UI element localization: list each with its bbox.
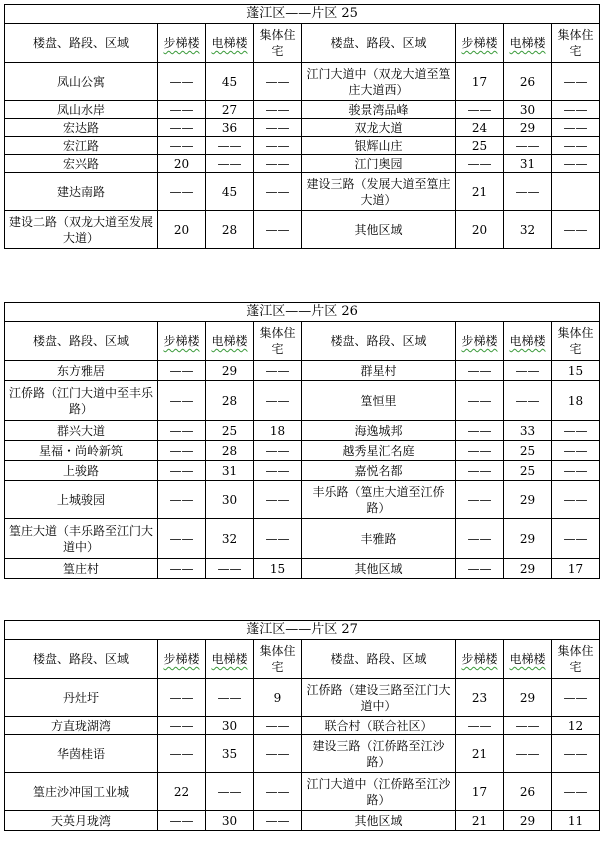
elevator-cell: 36 — [206, 119, 254, 137]
col-elevator: 电梯楼 — [206, 640, 254, 679]
zone-26-table — [4, 302, 600, 579]
stair-cell: 17 — [456, 773, 504, 811]
elevator-cell: 32 — [504, 211, 552, 249]
stair-cell: —— — [158, 811, 206, 831]
table-row — [5, 441, 600, 461]
collective-cell: —— — [552, 735, 600, 773]
name-cell: 丰乐路（篁庄大道至江侨路） — [302, 481, 456, 519]
elevator-cell: 29 — [504, 679, 552, 717]
col-collective: 集体住宅 — [552, 24, 600, 63]
collective-cell: —— — [254, 717, 302, 735]
elevator-cell: 29 — [504, 481, 552, 519]
collective-cell: —— — [552, 441, 600, 461]
collective-cell: —— — [552, 137, 600, 155]
table-row — [5, 735, 600, 773]
stair-cell: 20 — [158, 211, 206, 249]
name-cell: 海逸城邦 — [302, 421, 456, 441]
stair-cell: —— — [158, 679, 206, 717]
stair-cell: —— — [158, 735, 206, 773]
elevator-cell: —— — [206, 137, 254, 155]
name-cell: 华茵桂语 — [5, 735, 158, 773]
stair-cell: —— — [158, 63, 206, 101]
table-row — [5, 381, 600, 421]
col-name: 楼盘、路段、区域 — [302, 640, 456, 679]
stair-cell: —— — [158, 381, 206, 421]
stair-cell: —— — [456, 101, 504, 119]
collective-cell: —— — [552, 119, 600, 137]
col-stair: 步梯楼 — [158, 24, 206, 63]
stair-cell: 21 — [456, 735, 504, 773]
elevator-cell: 30 — [206, 717, 254, 735]
elevator-cell: 29 — [504, 519, 552, 559]
name-cell: 东方雅居 — [5, 361, 158, 381]
table-row — [5, 773, 600, 811]
stair-cell: —— — [456, 519, 504, 559]
elevator-cell: 25 — [504, 441, 552, 461]
name-cell: 骏景湾品峰 — [302, 101, 456, 119]
table-row — [5, 63, 600, 101]
collective-cell: —— — [254, 773, 302, 811]
name-cell: 建设三路（发展大道至篁庄大道） — [302, 173, 456, 211]
name-cell: 篁庄村 — [5, 559, 158, 579]
header-row — [5, 640, 600, 679]
name-cell: 越秀星汇名庭 — [302, 441, 456, 461]
stair-cell: 21 — [456, 811, 504, 831]
stair-cell: —— — [158, 461, 206, 481]
name-cell: 江门大道中（双龙大道至篁庄大道西） — [302, 63, 456, 101]
stair-cell: —— — [158, 717, 206, 735]
elevator-cell: 25 — [206, 421, 254, 441]
zone-27-table — [4, 620, 600, 831]
stair-cell: —— — [456, 441, 504, 461]
stair-cell: —— — [456, 461, 504, 481]
table-row — [5, 137, 600, 155]
collective-cell: 12 — [552, 717, 600, 735]
name-cell: 星福・尚岭新筑 — [5, 441, 158, 461]
collective-cell: —— — [552, 155, 600, 173]
elevator-cell: 31 — [206, 461, 254, 481]
collective-cell: 18 — [254, 421, 302, 441]
collective-cell: 15 — [552, 361, 600, 381]
elevator-cell: 30 — [206, 811, 254, 831]
elevator-cell: —— — [504, 137, 552, 155]
collective-cell: 18 — [552, 381, 600, 421]
stair-cell: 21 — [456, 173, 504, 211]
elevator-cell: 26 — [504, 63, 552, 101]
name-cell: 嘉悦名都 — [302, 461, 456, 481]
stair-cell: —— — [456, 361, 504, 381]
stair-cell: —— — [456, 381, 504, 421]
collective-cell: —— — [552, 773, 600, 811]
name-cell: 其他区域 — [302, 811, 456, 831]
name-cell: 江侨路（江门大道中至丰乐路） — [5, 381, 158, 421]
collective-cell: —— — [254, 361, 302, 381]
table-row — [5, 173, 600, 211]
table-row — [5, 461, 600, 481]
table-row — [5, 519, 600, 559]
header-row — [5, 24, 600, 63]
elevator-cell: —— — [504, 735, 552, 773]
col-name: 楼盘、路段、区域 — [5, 24, 158, 63]
stair-cell: —— — [456, 481, 504, 519]
table-row — [5, 211, 600, 249]
stair-cell: 20 — [158, 155, 206, 173]
table-row — [5, 559, 600, 579]
elevator-cell: 33 — [504, 421, 552, 441]
elevator-cell: 29 — [206, 361, 254, 381]
name-cell: 天英月珑湾 — [5, 811, 158, 831]
col-elevator: 电梯楼 — [206, 322, 254, 361]
col-name: 楼盘、路段、区域 — [5, 322, 158, 361]
stair-cell: 25 — [456, 137, 504, 155]
name-cell: 双龙大道 — [302, 119, 456, 137]
collective-cell: —— — [254, 441, 302, 461]
stair-cell: —— — [158, 559, 206, 579]
elevator-cell: —— — [206, 679, 254, 717]
elevator-cell: 26 — [504, 773, 552, 811]
collective-cell: —— — [254, 461, 302, 481]
elevator-cell: 45 — [206, 173, 254, 211]
col-stair: 步梯楼 — [158, 640, 206, 679]
name-cell: 宏达路 — [5, 119, 158, 137]
name-cell: 凤山公寓 — [5, 63, 158, 101]
name-cell: 篁恒里 — [302, 381, 456, 421]
col-stair: 步梯楼 — [456, 640, 504, 679]
col-collective: 集体住宅 — [552, 322, 600, 361]
table-row — [5, 119, 600, 137]
stair-cell: —— — [456, 421, 504, 441]
name-cell: 银辉山庄 — [302, 137, 456, 155]
col-collective: 集体住宅 — [254, 322, 302, 361]
collective-cell: 15 — [254, 559, 302, 579]
zone-title: 蓬江区——片区 25 — [5, 5, 600, 24]
collective-cell: —— — [552, 481, 600, 519]
name-cell: 宏江路 — [5, 137, 158, 155]
stair-cell: —— — [158, 119, 206, 137]
collective-cell: —— — [254, 211, 302, 249]
stair-cell: —— — [158, 421, 206, 441]
collective-cell: 17 — [552, 559, 600, 579]
table-row — [5, 421, 600, 441]
collective-cell: —— — [254, 137, 302, 155]
stair-cell: —— — [158, 173, 206, 211]
stair-cell: —— — [158, 137, 206, 155]
table-row — [5, 679, 600, 717]
collective-cell: —— — [254, 119, 302, 137]
collective-cell: —— — [552, 211, 600, 249]
name-cell: 建设二路（双龙大道至发展大道） — [5, 211, 158, 249]
col-elevator: 电梯楼 — [504, 24, 552, 63]
table-row — [5, 811, 600, 831]
elevator-cell: 35 — [206, 735, 254, 773]
stair-cell: —— — [456, 559, 504, 579]
elevator-cell: 29 — [504, 119, 552, 137]
elevator-cell: —— — [504, 381, 552, 421]
col-stair: 步梯楼 — [456, 322, 504, 361]
elevator-cell: 28 — [206, 381, 254, 421]
name-cell: 方直珑湖湾 — [5, 717, 158, 735]
elevator-cell: —— — [206, 559, 254, 579]
name-cell: 其他区域 — [302, 211, 456, 249]
elevator-cell: —— — [206, 155, 254, 173]
stair-cell: —— — [158, 101, 206, 119]
collective-cell: 11 — [552, 811, 600, 831]
stair-cell: —— — [158, 361, 206, 381]
col-name: 楼盘、路段、区域 — [302, 322, 456, 361]
name-cell: 上城骏园 — [5, 481, 158, 519]
stair-cell: 17 — [456, 63, 504, 101]
collective-cell: —— — [254, 381, 302, 421]
name-cell: 其他区域 — [302, 559, 456, 579]
table-row — [5, 717, 600, 735]
collective-cell: —— — [254, 101, 302, 119]
stair-cell: —— — [456, 717, 504, 735]
elevator-cell: 30 — [206, 481, 254, 519]
zone-25-table — [4, 4, 600, 249]
elevator-cell: 30 — [504, 101, 552, 119]
stair-cell: —— — [456, 155, 504, 173]
table-row — [5, 155, 600, 173]
collective-cell: —— — [254, 63, 302, 101]
name-cell: 江门奥园 — [302, 155, 456, 173]
name-cell: 群兴大道 — [5, 421, 158, 441]
collective-cell: —— — [552, 461, 600, 481]
col-stair: 步梯楼 — [158, 322, 206, 361]
elevator-cell: —— — [504, 717, 552, 735]
collective-cell: —— — [254, 173, 302, 211]
collective-cell: —— — [254, 155, 302, 173]
name-cell: 丹灶圩 — [5, 679, 158, 717]
col-name: 楼盘、路段、区域 — [5, 640, 158, 679]
elevator-cell: 45 — [206, 63, 254, 101]
zone-title: 蓬江区——片区 27 — [5, 621, 600, 640]
collective-cell — [552, 173, 600, 211]
elevator-cell: 25 — [504, 461, 552, 481]
name-cell: 丰雅路 — [302, 519, 456, 559]
elevator-cell: —— — [206, 773, 254, 811]
name-cell: 篁庄沙冲国工业城 — [5, 773, 158, 811]
zone-title: 蓬江区——片区 26 — [5, 303, 600, 322]
collective-cell: —— — [552, 421, 600, 441]
name-cell: 江门大道中（江侨路至江沙路） — [302, 773, 456, 811]
collective-cell: —— — [254, 481, 302, 519]
collective-cell: —— — [254, 735, 302, 773]
col-stair: 步梯楼 — [456, 24, 504, 63]
header-row — [5, 322, 600, 361]
table-row — [5, 481, 600, 519]
name-cell: 凤山水岸 — [5, 101, 158, 119]
stair-cell: —— — [158, 519, 206, 559]
collective-cell: —— — [552, 63, 600, 101]
elevator-cell: 32 — [206, 519, 254, 559]
collective-cell: —— — [552, 679, 600, 717]
collective-cell: —— — [552, 101, 600, 119]
col-elevator: 电梯楼 — [206, 24, 254, 63]
elevator-cell: 28 — [206, 441, 254, 461]
table-row — [5, 101, 600, 119]
stair-cell: 23 — [456, 679, 504, 717]
collective-cell: —— — [254, 811, 302, 831]
col-collective: 集体住宅 — [254, 24, 302, 63]
elevator-cell: 29 — [504, 559, 552, 579]
name-cell: 篁庄大道（丰乐路至江门大道中） — [5, 519, 158, 559]
elevator-cell: 28 — [206, 211, 254, 249]
stair-cell: —— — [158, 481, 206, 519]
name-cell: 联合村（联合社区） — [302, 717, 456, 735]
col-collective: 集体住宅 — [254, 640, 302, 679]
stair-cell: 20 — [456, 211, 504, 249]
name-cell: 群星村 — [302, 361, 456, 381]
elevator-cell: —— — [504, 173, 552, 211]
col-collective: 集体住宅 — [552, 640, 600, 679]
collective-cell: 9 — [254, 679, 302, 717]
col-elevator: 电梯楼 — [504, 640, 552, 679]
table-row — [5, 361, 600, 381]
col-elevator: 电梯楼 — [504, 322, 552, 361]
name-cell: 上骏路 — [5, 461, 158, 481]
col-name: 楼盘、路段、区域 — [302, 24, 456, 63]
collective-cell: —— — [254, 519, 302, 559]
stair-cell: —— — [158, 441, 206, 461]
elevator-cell: —— — [504, 361, 552, 381]
collective-cell: —— — [552, 519, 600, 559]
elevator-cell: 31 — [504, 155, 552, 173]
elevator-cell: 27 — [206, 101, 254, 119]
name-cell: 宏兴路 — [5, 155, 158, 173]
elevator-cell: 29 — [504, 811, 552, 831]
name-cell: 建设三路（江侨路至江沙路） — [302, 735, 456, 773]
name-cell: 江侨路（建设三路至江门大道中） — [302, 679, 456, 717]
stair-cell: 24 — [456, 119, 504, 137]
name-cell: 建达南路 — [5, 173, 158, 211]
stair-cell: 22 — [158, 773, 206, 811]
